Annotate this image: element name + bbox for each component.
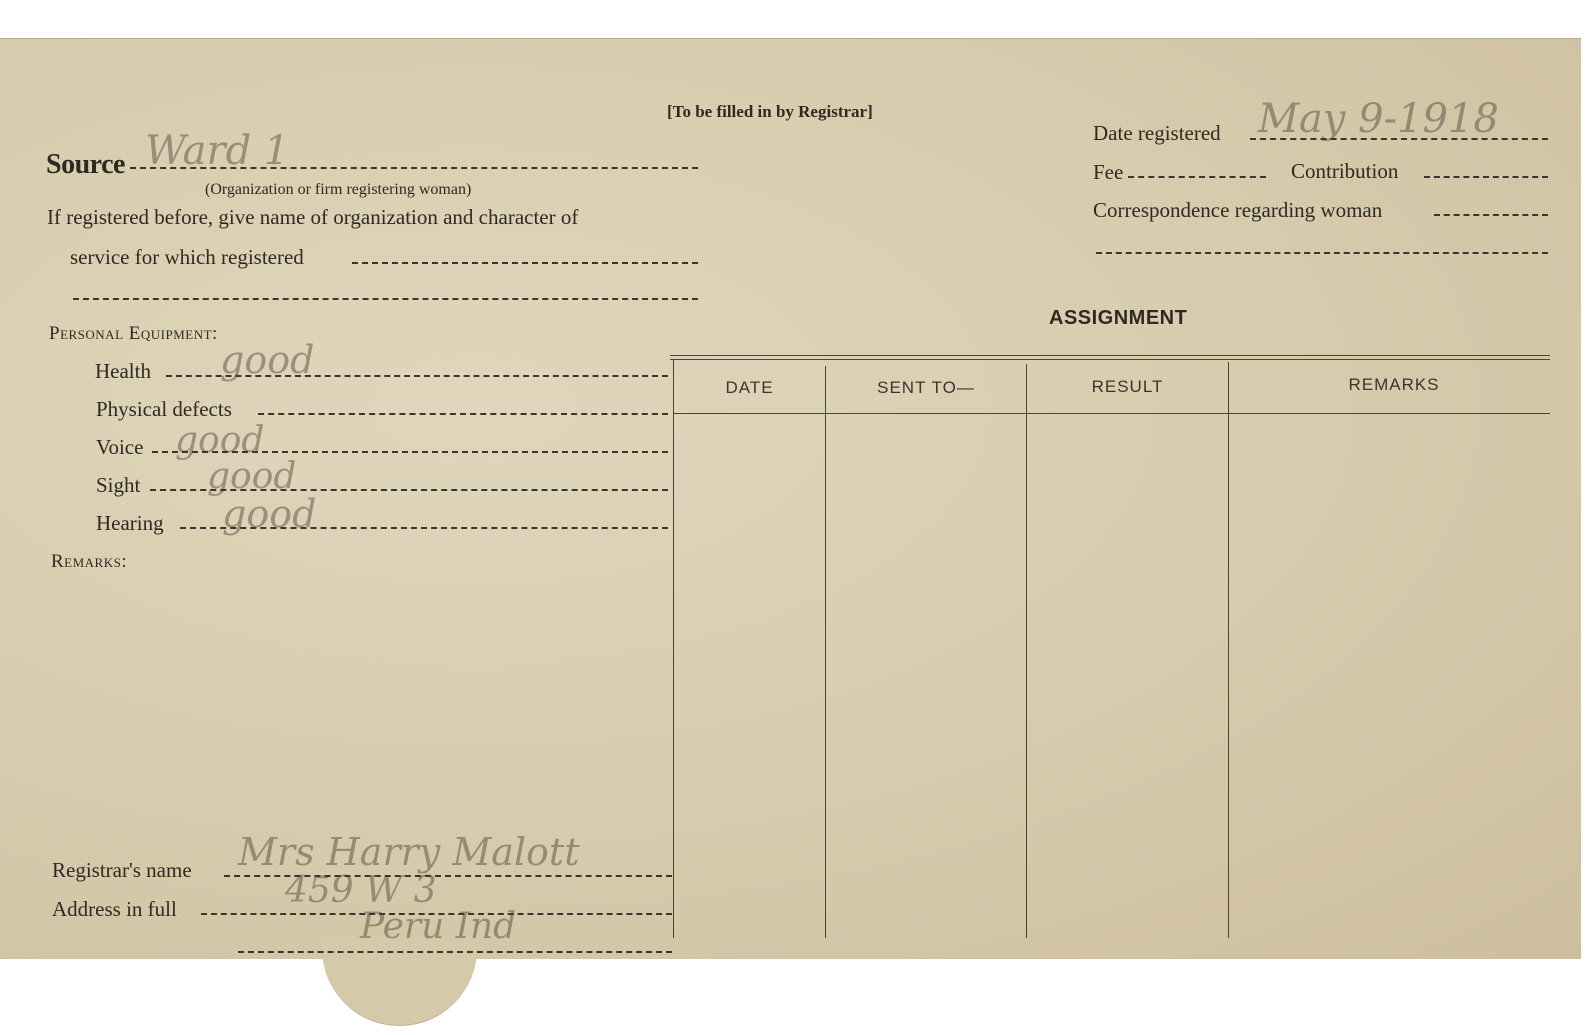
table-top-rule — [670, 355, 1550, 356]
address-line-2 — [238, 951, 672, 953]
date-registered-label: Date registered — [1093, 121, 1221, 145]
physical-defects-line — [258, 413, 668, 415]
table-left-border — [673, 360, 674, 938]
table-header-rule — [673, 413, 1550, 414]
source-value: Ward 1 — [145, 128, 290, 174]
registrar-note: [To be filled in by Registrar] — [667, 102, 873, 121]
health-value: good — [220, 338, 315, 382]
assignment-title: ASSIGNMENT — [1049, 307, 1188, 329]
column-header-date: DATE — [725, 378, 774, 397]
contribution-line — [1424, 176, 1548, 178]
hearing-value: good — [222, 492, 317, 536]
registered-before-line — [352, 262, 698, 264]
source-caption: (Organization or firm registering woman) — [205, 181, 472, 198]
table-divider-1 — [825, 366, 826, 938]
address-value-line1: 459 W 3 — [285, 870, 437, 911]
personal-equipment-label: Personal Equipment: — [49, 323, 218, 344]
remarks-label: Remarks: — [51, 551, 128, 572]
column-header-sent-to: SENT TO— — [877, 378, 975, 397]
correspondence-label: Correspondence regarding woman — [1093, 198, 1383, 222]
hearing-label: Hearing — [96, 511, 164, 535]
table-divider-3 — [1228, 362, 1229, 938]
contribution-label: Contribution — [1291, 159, 1399, 183]
health-label: Health — [95, 359, 151, 383]
sight-value: good — [207, 456, 297, 497]
date-registered-value: May 9-1918 — [1258, 96, 1499, 142]
voice-label: Voice — [96, 435, 144, 459]
registered-before-line1: If registered before, give name of organization and character of — [47, 205, 579, 229]
registrar-name-label: Registrar's name — [52, 858, 192, 882]
card-tab — [322, 935, 477, 1026]
registered-before-line-2 — [73, 298, 698, 300]
table-divider-2 — [1026, 364, 1027, 938]
source-label: Source — [46, 149, 125, 180]
correspondence-line-2 — [1096, 252, 1548, 254]
correspondence-line — [1434, 214, 1548, 216]
physical-defects-label: Physical defects — [96, 397, 232, 421]
address-value-line2: Peru Ind — [360, 906, 517, 947]
registered-before-line2: service for which registered — [70, 245, 304, 269]
table-top-rule-2 — [670, 359, 1550, 360]
column-header-result: RESULT — [1091, 377, 1164, 396]
fee-line — [1128, 176, 1266, 178]
column-header-remarks: REMARKS — [1348, 375, 1440, 394]
voice-value: good — [175, 420, 265, 461]
fee-label: Fee — [1093, 160, 1124, 184]
sight-label: Sight — [96, 473, 141, 497]
registrar-name-value: Mrs Harry Malott — [238, 830, 580, 874]
address-label: Address in full — [52, 897, 177, 921]
